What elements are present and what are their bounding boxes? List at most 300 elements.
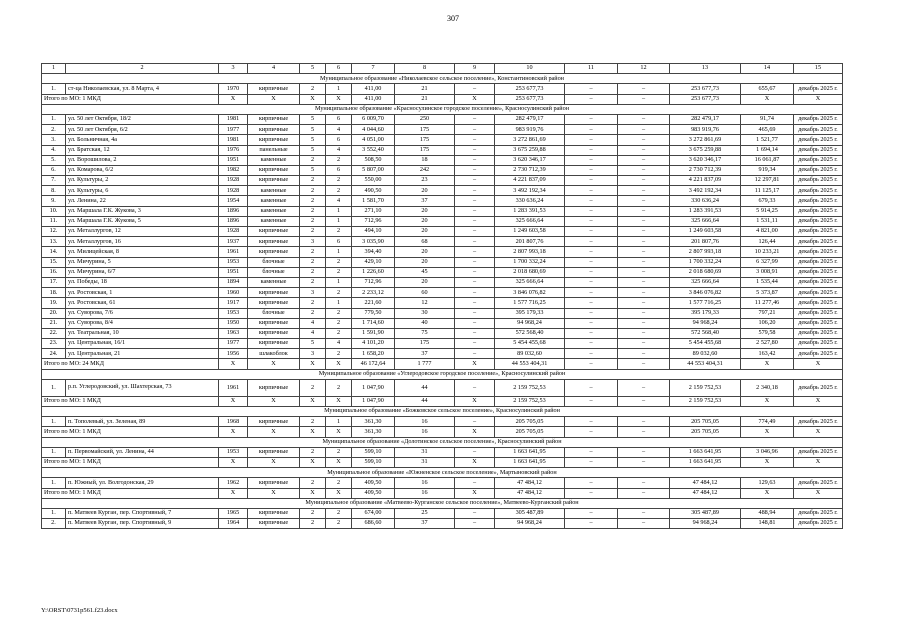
table-cell: 2 730 712,39 [495, 165, 565, 175]
table-cell: 1 [326, 247, 352, 257]
table-cell: 1 577 716,25 [495, 298, 565, 308]
table-cell: 4 221 837,09 [670, 176, 741, 186]
total-cell: X [300, 94, 326, 104]
table-row [42, 519, 843, 529]
address-cell: ул. Победы, 18 [66, 277, 219, 287]
table-cell: 1 [326, 206, 352, 216]
total-cell: 2 159 752,53 [495, 396, 565, 406]
total-cell: X [455, 359, 495, 369]
table-cell: 106,20 [741, 318, 794, 328]
table-cell: 9. [42, 196, 66, 206]
table-cell: 5. [42, 155, 66, 165]
total-label: Итого по МО: 1 МКД [42, 396, 219, 406]
table-cell: 1 [326, 417, 352, 427]
table-row [42, 186, 843, 196]
table-cell: 4 [326, 196, 352, 206]
table-cell: декабрь 2025 г. [794, 328, 843, 338]
table-cell: – [618, 318, 670, 328]
table-cell: 4 101,20 [352, 339, 395, 349]
table-cell: 16 [395, 417, 455, 427]
table-cell: – [455, 247, 495, 257]
table-cell: – [565, 339, 618, 349]
address-cell: ул. Ростовская, 61 [66, 298, 219, 308]
table-cell: – [455, 206, 495, 216]
table-cell: – [455, 349, 495, 359]
table-cell: 6. [42, 165, 66, 175]
table-cell: кирпичные [248, 84, 300, 94]
total-cell: 361,30 [352, 427, 395, 437]
address-cell: ул. 50 лет Октября, 6/2 [66, 125, 219, 135]
address-cell: р.п. Углеродовский, ул. Шахтерская, 73 [66, 379, 219, 396]
table-cell: каменные [248, 216, 300, 226]
table-cell: кирпичные [248, 447, 300, 457]
table-cell: 655,67 [741, 84, 794, 94]
table-cell: 325 666,64 [670, 216, 741, 226]
table-cell: – [618, 165, 670, 175]
table-cell: – [618, 155, 670, 165]
table-cell: 395 179,33 [670, 308, 741, 318]
table-cell: 1 [326, 216, 352, 226]
total-cell: X [219, 94, 248, 104]
table-cell: 1 581,70 [352, 196, 395, 206]
total-cell: – [565, 396, 618, 406]
table-cell: 1928 [219, 227, 248, 237]
total-cell: X [455, 488, 495, 498]
table-row [42, 227, 843, 237]
table-cell: 20 [395, 247, 455, 257]
table-cell: 40 [395, 318, 455, 328]
table-cell: 3 046,96 [741, 447, 794, 457]
table-cell: 4 [326, 125, 352, 135]
total-cell: X [248, 427, 300, 437]
table-cell: 1 535,44 [741, 277, 794, 287]
table-cell: декабрь 2025 г. [794, 447, 843, 457]
column-number: 10 [495, 64, 565, 74]
table-cell: – [618, 267, 670, 277]
total-cell: 44 [395, 396, 455, 406]
table-cell: 674,00 [352, 508, 395, 518]
table-cell: 494,10 [352, 227, 395, 237]
table-cell: 2 [300, 216, 326, 226]
table-cell: 394,40 [352, 247, 395, 257]
table-cell: – [455, 237, 495, 247]
table-cell: кирпичные [248, 339, 300, 349]
table-cell: 774,49 [741, 417, 794, 427]
table-cell: 2 159 752,53 [670, 379, 741, 396]
table-cell: 2 [300, 176, 326, 186]
total-cell: X [455, 396, 495, 406]
table-cell: 1982 [219, 165, 248, 175]
table-row [42, 328, 843, 338]
table-cell: кирпичные [248, 328, 300, 338]
total-cell: X [741, 457, 794, 467]
table-cell: 5 [300, 125, 326, 135]
table-cell: 797,21 [741, 308, 794, 318]
total-cell: X [219, 359, 248, 369]
table-cell: 89 032,60 [495, 349, 565, 359]
table-cell: 45 [395, 267, 455, 277]
table-cell: декабрь 2025 г. [794, 145, 843, 155]
table-cell: декабрь 2025 г. [794, 176, 843, 186]
table-row [42, 125, 843, 135]
table-cell: 94 968,24 [670, 318, 741, 328]
table-cell: 2 [300, 247, 326, 257]
total-cell: – [618, 488, 670, 498]
table-cell: каменные [248, 155, 300, 165]
address-cell: ул. Металлургов, 12 [66, 227, 219, 237]
table-cell: 1960 [219, 288, 248, 298]
table-cell: декабрь 2025 г. [794, 339, 843, 349]
table-cell: декабрь 2025 г. [794, 379, 843, 396]
total-cell: 47 484,12 [670, 488, 741, 498]
table-cell: каменные [248, 196, 300, 206]
table-cell: – [455, 318, 495, 328]
table-cell: шлакоблок [248, 349, 300, 359]
table-cell: 1917 [219, 298, 248, 308]
table-cell: кирпичные [248, 247, 300, 257]
table-cell: – [565, 308, 618, 318]
table-cell: 1896 [219, 216, 248, 226]
table-cell: 1964 [219, 519, 248, 529]
total-cell: 411,00 [352, 94, 395, 104]
table-cell: 599,10 [352, 447, 395, 457]
table-cell: 1951 [219, 267, 248, 277]
table-cell: 2 [326, 508, 352, 518]
table-cell: 579,58 [741, 328, 794, 338]
table-cell: – [455, 165, 495, 175]
table-cell: 4. [42, 145, 66, 155]
total-cell: – [565, 427, 618, 437]
table-cell: 3 272 861,69 [670, 135, 741, 145]
table-cell: – [565, 257, 618, 267]
table-cell: 1977 [219, 125, 248, 135]
total-cell: – [565, 94, 618, 104]
table-cell: 1963 [219, 328, 248, 338]
table-cell: 4 [326, 339, 352, 349]
table-cell: 3 675 259,88 [495, 145, 565, 155]
table-row [42, 349, 843, 359]
table-cell: 5 373,87 [741, 288, 794, 298]
table-cell: панельные [248, 145, 300, 155]
table-cell: 175 [395, 145, 455, 155]
table-cell: 5 [300, 339, 326, 349]
total-cell: X [219, 457, 248, 467]
table-cell: 1 249 603,58 [670, 227, 741, 237]
table-cell: – [618, 114, 670, 124]
table-cell: 2. [42, 519, 66, 529]
column-number: 13 [670, 64, 741, 74]
table-cell: 282 479,17 [495, 114, 565, 124]
table-cell: 4 221 837,09 [495, 176, 565, 186]
address-cell: ул. Культуры, 2 [66, 176, 219, 186]
table-cell: 325 666,64 [495, 277, 565, 287]
table-cell: кирпичные [248, 478, 300, 488]
table-cell: – [455, 308, 495, 318]
table-cell: кирпичные [248, 417, 300, 427]
table-cell: 305 487,89 [495, 508, 565, 518]
table-cell: каменные [248, 186, 300, 196]
table-cell: 686,60 [352, 519, 395, 529]
table-cell: 2 807 993,18 [670, 247, 741, 257]
total-cell: – [618, 396, 670, 406]
address-cell: ул. Культуры, 6 [66, 186, 219, 196]
municipality-heading: Муниципальное образование «Южненское сельское поселение», Мартыновский район [42, 468, 843, 478]
column-number: 7 [352, 64, 395, 74]
address-cell: ул. 50 лет Октября, 18/2 [66, 114, 219, 124]
table-cell: – [565, 478, 618, 488]
table-cell: – [618, 447, 670, 457]
total-label: Итого по МО: 1 МКД [42, 457, 219, 467]
total-cell: X [794, 396, 843, 406]
table-cell: 19. [42, 298, 66, 308]
table-cell: 3 [300, 237, 326, 247]
table-cell: 2 [300, 478, 326, 488]
table-cell: 409,50 [352, 478, 395, 488]
address-cell: ул. Милицейская, 8 [66, 247, 219, 257]
table-cell: 2 730 712,39 [670, 165, 741, 175]
table-cell: – [565, 84, 618, 94]
address-cell: ул. Ленина, 22 [66, 196, 219, 206]
address-cell: п. Тополевый, ул. Зеленая, 89 [66, 417, 219, 427]
table-cell: 1951 [219, 155, 248, 165]
table-cell: 1962 [219, 478, 248, 488]
table-cell: 6 327,99 [741, 257, 794, 267]
table-cell: декабрь 2025 г. [794, 308, 843, 318]
table-cell: декабрь 2025 г. [794, 227, 843, 237]
section-row [42, 407, 843, 417]
column-number: 2 [66, 64, 219, 74]
table-cell: 1 283 391,53 [670, 206, 741, 216]
address-cell: ул. Суворова, 8/4 [66, 318, 219, 328]
table-cell: – [565, 135, 618, 145]
table-cell: 6 [326, 114, 352, 124]
table-cell: 6 [326, 237, 352, 247]
table-cell: 3 846 076,82 [495, 288, 565, 298]
table-cell: 5 [300, 165, 326, 175]
table-cell: 4 [300, 318, 326, 328]
table-cell: 16 061,87 [741, 155, 794, 165]
table-cell: – [565, 417, 618, 427]
municipality-heading: Муниципальное образование «Божковское сельское поселение», Красносулинский район [42, 407, 843, 417]
table-cell: 2 018 680,69 [670, 267, 741, 277]
table-cell: 18. [42, 288, 66, 298]
table-cell: – [455, 508, 495, 518]
column-number: 14 [741, 64, 794, 74]
table-cell: 4 [300, 328, 326, 338]
table-cell: – [455, 196, 495, 206]
total-cell: 1 047,90 [352, 396, 395, 406]
table-cell: кирпичные [248, 125, 300, 135]
total-cell: – [618, 94, 670, 104]
table-cell: – [565, 267, 618, 277]
table-cell: 712,96 [352, 277, 395, 287]
table-cell: кирпичные [248, 318, 300, 328]
table-row [42, 206, 843, 216]
table-cell: 1. [42, 417, 66, 427]
total-cell: X [455, 457, 495, 467]
table-row [42, 298, 843, 308]
table-cell: 1976 [219, 145, 248, 155]
table-cell: 1 700 332,24 [495, 257, 565, 267]
total-cell: X [741, 427, 794, 437]
table-row [42, 216, 843, 226]
table-cell: – [618, 247, 670, 257]
table-row [42, 447, 843, 457]
table-cell: 163,42 [741, 349, 794, 359]
table-cell: 3 846 076,82 [670, 288, 741, 298]
table-cell: 465,69 [741, 125, 794, 135]
table-cell: – [455, 186, 495, 196]
table-cell: – [618, 349, 670, 359]
table-cell: 2 [326, 379, 352, 396]
table-cell: 3 552,40 [352, 145, 395, 155]
total-label: Итого по МО: 1 МКД [42, 94, 219, 104]
total-cell: – [618, 427, 670, 437]
table-cell: 2. [42, 125, 66, 135]
table-cell: 175 [395, 339, 455, 349]
table-cell: – [565, 508, 618, 518]
table-cell: кирпичные [248, 237, 300, 247]
total-cell: X [326, 427, 352, 437]
total-cell: X [326, 359, 352, 369]
total-cell: X [219, 396, 248, 406]
address-cell: п. Матвеев Курган, пер. Спортивный, 9 [66, 519, 219, 529]
total-cell: X [300, 427, 326, 437]
total-cell: X [326, 396, 352, 406]
table-cell: – [565, 165, 618, 175]
table-cell: 1. [42, 114, 66, 124]
table-cell: 2 [300, 206, 326, 216]
table-row [42, 176, 843, 186]
table-cell: 490,50 [352, 186, 395, 196]
total-cell: X [794, 427, 843, 437]
table-cell: 2 [326, 257, 352, 267]
total-cell: X [455, 94, 495, 104]
table-cell: кирпичные [248, 227, 300, 237]
table-cell: – [565, 298, 618, 308]
table-cell: 1894 [219, 277, 248, 287]
table-cell: блочные [248, 267, 300, 277]
table-cell: – [618, 176, 670, 186]
total-label: Итого по МО: 24 МКД [42, 359, 219, 369]
table-cell: 429,10 [352, 257, 395, 267]
table-row [42, 379, 843, 396]
total-label: Итого по МО: 1 МКД [42, 488, 219, 498]
table-cell: 2 [326, 267, 352, 277]
table-cell: – [565, 216, 618, 226]
table-cell: 37 [395, 196, 455, 206]
total-cell: X [248, 94, 300, 104]
table-row [42, 277, 843, 287]
table-row [42, 267, 843, 277]
column-number: 4 [248, 64, 300, 74]
table-cell: – [455, 288, 495, 298]
total-cell: X [794, 359, 843, 369]
table-cell: 89 032,60 [670, 349, 741, 359]
total-cell: X [794, 488, 843, 498]
table-cell: – [618, 519, 670, 529]
table-cell: декабрь 2025 г. [794, 125, 843, 135]
table-cell: 282 479,17 [670, 114, 741, 124]
table-cell: 1953 [219, 308, 248, 318]
table-cell: кирпичные [248, 114, 300, 124]
table-cell: 1. [42, 84, 66, 94]
total-cell: 599,10 [352, 457, 395, 467]
total-cell: – [565, 488, 618, 498]
table-cell: декабрь 2025 г. [794, 318, 843, 328]
table-cell: 1 249 603,58 [495, 227, 565, 237]
table-cell: 1. [42, 379, 66, 396]
table-cell: 1 658,20 [352, 349, 395, 359]
table-cell: декабрь 2025 г. [794, 206, 843, 216]
table-cell: – [455, 339, 495, 349]
table-cell: декабрь 2025 г. [794, 349, 843, 359]
table-cell: 37 [395, 519, 455, 529]
table-cell: 13. [42, 237, 66, 247]
table-cell: 11 277,46 [741, 298, 794, 308]
total-cell: 31 [395, 457, 455, 467]
table-cell: 330 636,24 [670, 196, 741, 206]
table-cell: 7. [42, 176, 66, 186]
table-cell: – [455, 227, 495, 237]
table-cell: декабрь 2025 г. [794, 186, 843, 196]
table-row [42, 196, 843, 206]
total-cell: X [300, 457, 326, 467]
total-row [42, 94, 843, 104]
total-cell: X [300, 396, 326, 406]
table-cell: – [565, 349, 618, 359]
column-number: 3 [219, 64, 248, 74]
table-cell: 2 [326, 328, 352, 338]
table-cell: 37 [395, 349, 455, 359]
address-cell: ул. Мичурина, 5 [66, 257, 219, 267]
table-cell: – [618, 237, 670, 247]
table-cell: 1 047,90 [352, 379, 395, 396]
total-cell: X [794, 457, 843, 467]
table-cell: 3 492 192,34 [670, 186, 741, 196]
table-cell: кирпичные [248, 176, 300, 186]
table-cell: – [565, 379, 618, 396]
table-cell: 1. [42, 478, 66, 488]
total-cell: 205 705,05 [495, 427, 565, 437]
table-cell: 12 297,81 [741, 176, 794, 186]
table-cell: 679,33 [741, 196, 794, 206]
table-cell: 242 [395, 165, 455, 175]
total-cell: 253 677,73 [495, 94, 565, 104]
table-cell: 3 272 861,69 [495, 135, 565, 145]
table-cell: – [455, 417, 495, 427]
table-cell: – [565, 318, 618, 328]
table-cell: 2 [300, 155, 326, 165]
table-cell: – [618, 135, 670, 145]
table-cell: 75 [395, 328, 455, 338]
table-cell: – [618, 125, 670, 135]
table-cell: 2 [326, 155, 352, 165]
total-cell: X [219, 488, 248, 498]
table-cell: – [565, 288, 618, 298]
table-cell: 24. [42, 349, 66, 359]
table-cell: – [618, 298, 670, 308]
table-cell: 250 [395, 114, 455, 124]
table-cell: 253 677,73 [495, 84, 565, 94]
column-number: 12 [618, 64, 670, 74]
table-cell: – [618, 328, 670, 338]
address-cell: ул. Ворошилова, 2 [66, 155, 219, 165]
address-cell: п. Южный, ул. Волгодонская, 29 [66, 478, 219, 488]
table-row [42, 318, 843, 328]
table-cell: – [565, 277, 618, 287]
section-row [42, 74, 843, 84]
